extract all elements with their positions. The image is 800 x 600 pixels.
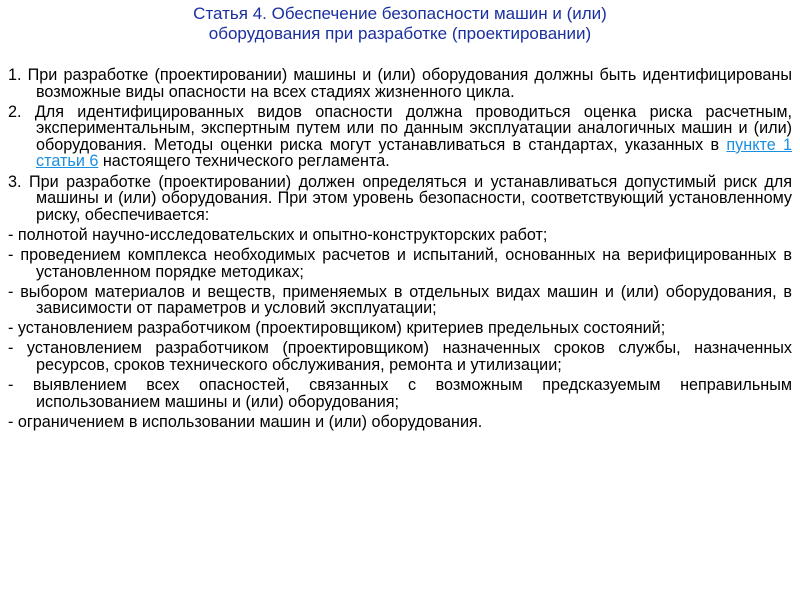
title-line-2: оборудования при разработке (проектировании) (208, 24, 592, 43)
title-line-1: Статья 4. Обеспечение безопасности машин и (или) (193, 4, 607, 23)
list-item: - выявлением всех опасностей, связанных с возможным предсказуемым неправильным использованием машины и (или) оборудования; (8, 376, 792, 411)
page-title (8, 4, 792, 44)
article-body (8, 67, 792, 430)
list-item: - выбором материалов и веществ, применяемых в отдельных видах машин и (или) оборудования, в зависимости от параметров и условий эксплуатации; (8, 282, 792, 318)
article-6-link[interactable]: пункте 1 статьи 6 (36, 135, 792, 171)
paragraph-2 (8, 104, 792, 170)
list-item: - полнотой научно-исследовательских и опытно-конструкторских работ; (8, 225, 548, 244)
list-item: - ограничением в использовании машин и (или) оборудования. (8, 412, 483, 431)
list-item: - установлением разработчиком (проектировщиком) назначенных сроков службы, назначенных ресурсов, сроков технического обслуживания, ремонта и утилизации; (8, 339, 792, 374)
list-item: - проведением комплекса необходимых расчетов и испытаний, основанных на верифицированных в установленном порядке методиках; (8, 245, 792, 281)
paragraph-3: 3. При разработке (проектировании) должен определяться и устанавливаться допустимый риск для машины и (или) оборудования. При этом уровень безопасности, соответствующий установленному риску, обеспечивается: (8, 172, 792, 224)
paragraph-2-text-after: настоящего технического регламента. (98, 152, 390, 171)
paragraph-1: 1. При разработке (проектировании) машины и (или) оборудования должны быть идентифицированы возможные виды опасности на всех стадиях жизненного цикла. (8, 66, 792, 101)
paragraph-2-text-before: 2. Для идентифицированных видов опасности должна проводиться оценка риска расчетным, экспериментальным, экспертным путем или по данным эксплуатации аналогичных машин и (или) оборудования. Методы оценки риска могут устанавливаться в стандартах, указанных в (8, 102, 792, 154)
list-item: - установлением разработчиком (проектировщиком) критериев предельных состояний; (8, 319, 666, 338)
